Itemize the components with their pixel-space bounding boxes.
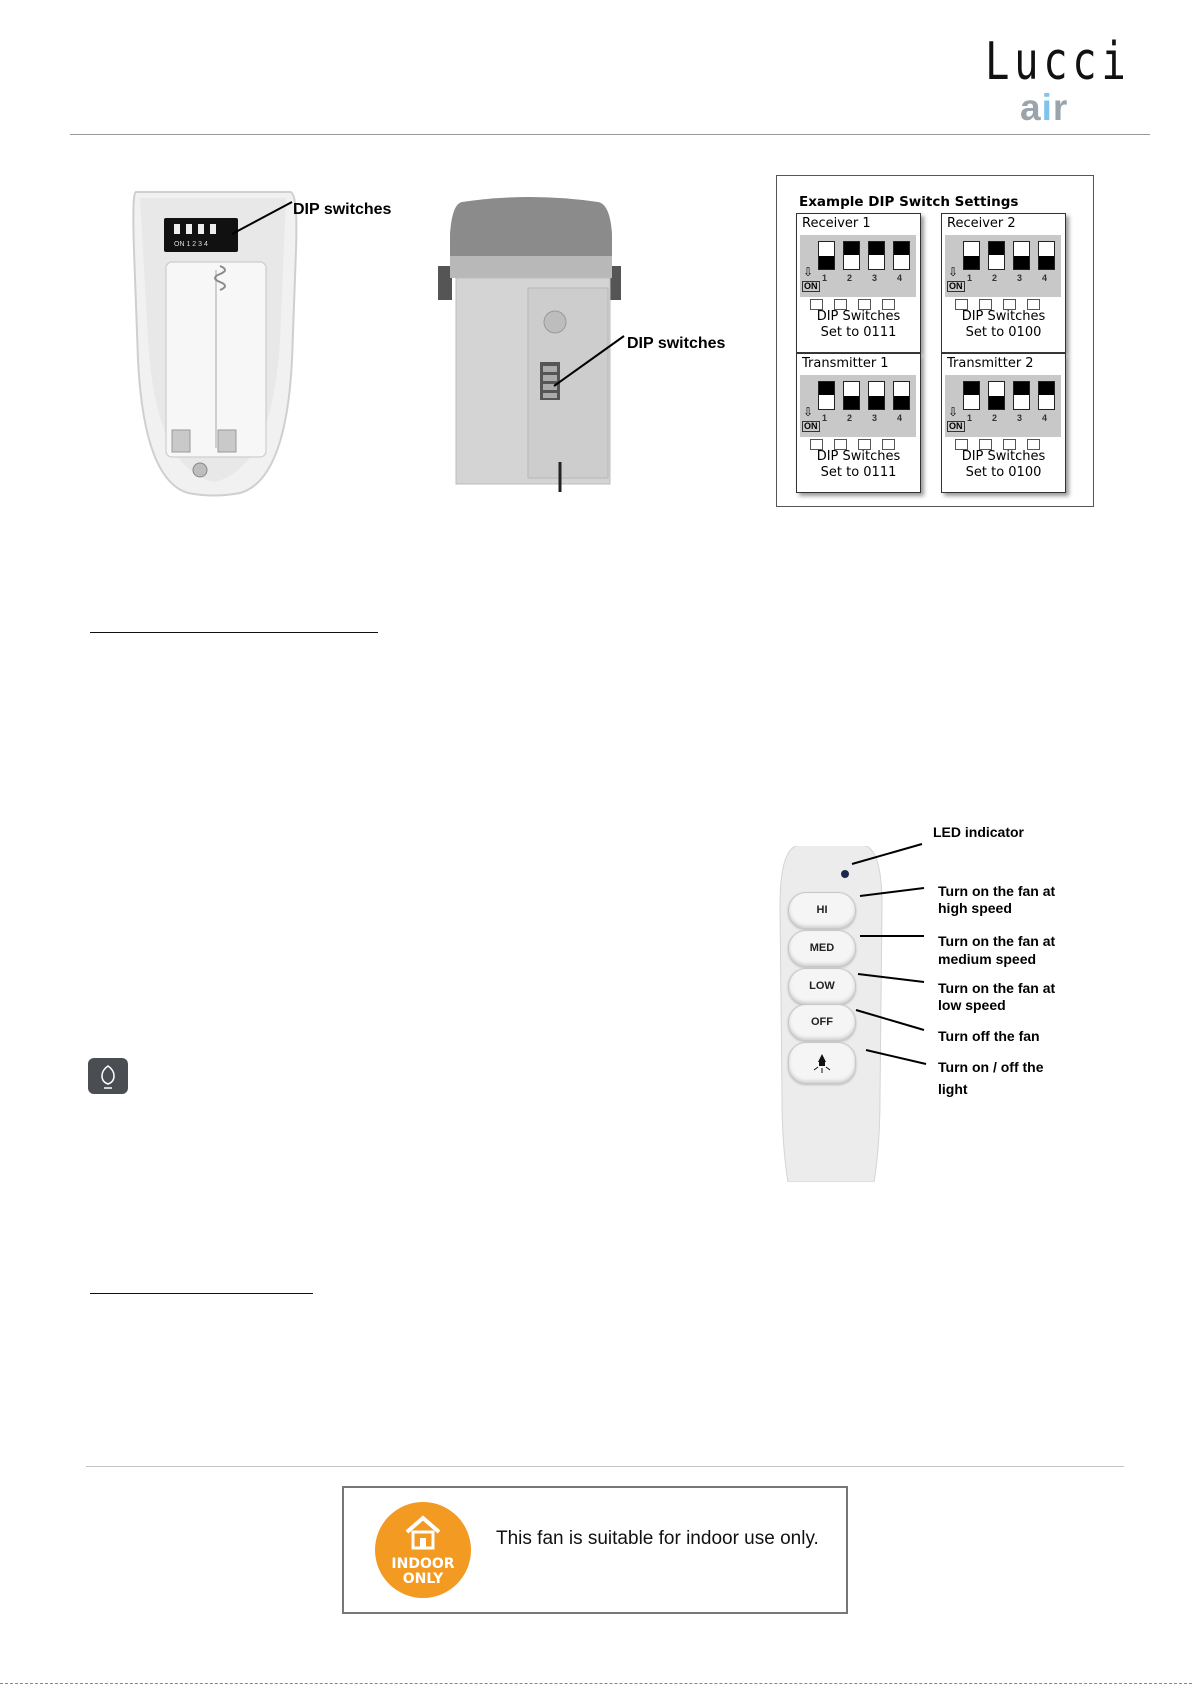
receiver-dip-switches-label: DIP switches: [627, 335, 726, 352]
remote-callout-lines: [840, 830, 940, 1080]
indoor-use-notice: [342, 1486, 848, 1614]
dip-card-transmitter-1: Transmitter 1 ⇩ 1 2 3 4 ON DIP Switches Set to 0111: [796, 353, 921, 493]
dip-switch-block: ⇩ 1 2 3 4 ON: [800, 235, 916, 297]
brand-logo-sub: air: [1020, 87, 1069, 128]
hi-button[interactable]: HI: [788, 892, 856, 929]
dip-switch-block: ⇩ 1 2 3 4 ON: [945, 375, 1061, 437]
low-callout-line1: Turn on the fan at: [938, 980, 1056, 996]
badge-line2: ONLY: [402, 1571, 444, 1587]
dip-card-name: Transmitter 1: [802, 356, 889, 371]
dip-example-title: Example DIP Switch Settings: [799, 194, 1019, 210]
section-heading-underline: [90, 632, 378, 633]
low-callout-line2: low speed: [938, 997, 1006, 1013]
dip-switch-block: ⇩ 1 2 3 4 ON: [800, 375, 916, 437]
dip-card-name: Receiver 2: [947, 216, 1016, 231]
light-callout-line1: Turn on / off the: [938, 1059, 1044, 1075]
brand-logo-wordmark: Lucci: [985, 32, 1131, 92]
led-indicator-label: LED indicator: [933, 824, 1025, 840]
page-bottom-edge: [0, 1683, 1192, 1684]
low-button[interactable]: LOW: [788, 968, 856, 1005]
indoor-only-badge: [375, 1502, 471, 1598]
dip-switch-block: ⇩ 1 2 3 4 ON: [945, 235, 1061, 297]
dip-card-receiver-1: Receiver 1 ⇩ 1 2 3 4 ON DIP Switches Set to 0111: [796, 213, 921, 353]
dip-card-name: Receiver 1: [802, 216, 871, 231]
off-button[interactable]: OFF: [788, 1004, 856, 1041]
dip-card-transmitter-2: Transmitter 2 ⇩ 1 2 3 4 ON DIP Switches Set to 0100: [941, 353, 1066, 493]
hi-callout-line1: Turn on the fan at: [938, 883, 1056, 899]
dip-example-panel: [776, 175, 1094, 507]
dip-card-receiver-2: Receiver 2 ⇩ 1 2 3 4 ON DIP Switches Set to 0100: [941, 213, 1066, 353]
house-icon: [403, 1514, 443, 1552]
dip-card-name: Transmitter 2: [947, 356, 1034, 371]
footer-rule: [86, 1466, 1124, 1467]
light-bulb-icon: [812, 1052, 832, 1074]
pcb-marking: ON 1 2 3 4: [174, 241, 208, 248]
light-button-icon: [88, 1058, 128, 1094]
med-callout-line2: medium speed: [938, 951, 1037, 967]
off-callout: Turn off the fan: [938, 1028, 1040, 1044]
light-callout-line2: light: [938, 1081, 968, 1097]
med-callout-line1: Turn on the fan at: [938, 933, 1056, 949]
med-button[interactable]: MED: [788, 930, 856, 967]
receiver-dip-callout-line: [550, 330, 630, 390]
section-heading-underline-2: [90, 1293, 313, 1294]
indoor-notice-text: This fan is suitable for indoor use only.: [496, 1528, 819, 1549]
header-rule: [70, 134, 1150, 135]
badge-line1: INDOOR: [391, 1556, 455, 1572]
hi-callout-line2: high speed: [938, 900, 1012, 916]
remote-dip-switches-label: DIP switches: [293, 201, 392, 218]
